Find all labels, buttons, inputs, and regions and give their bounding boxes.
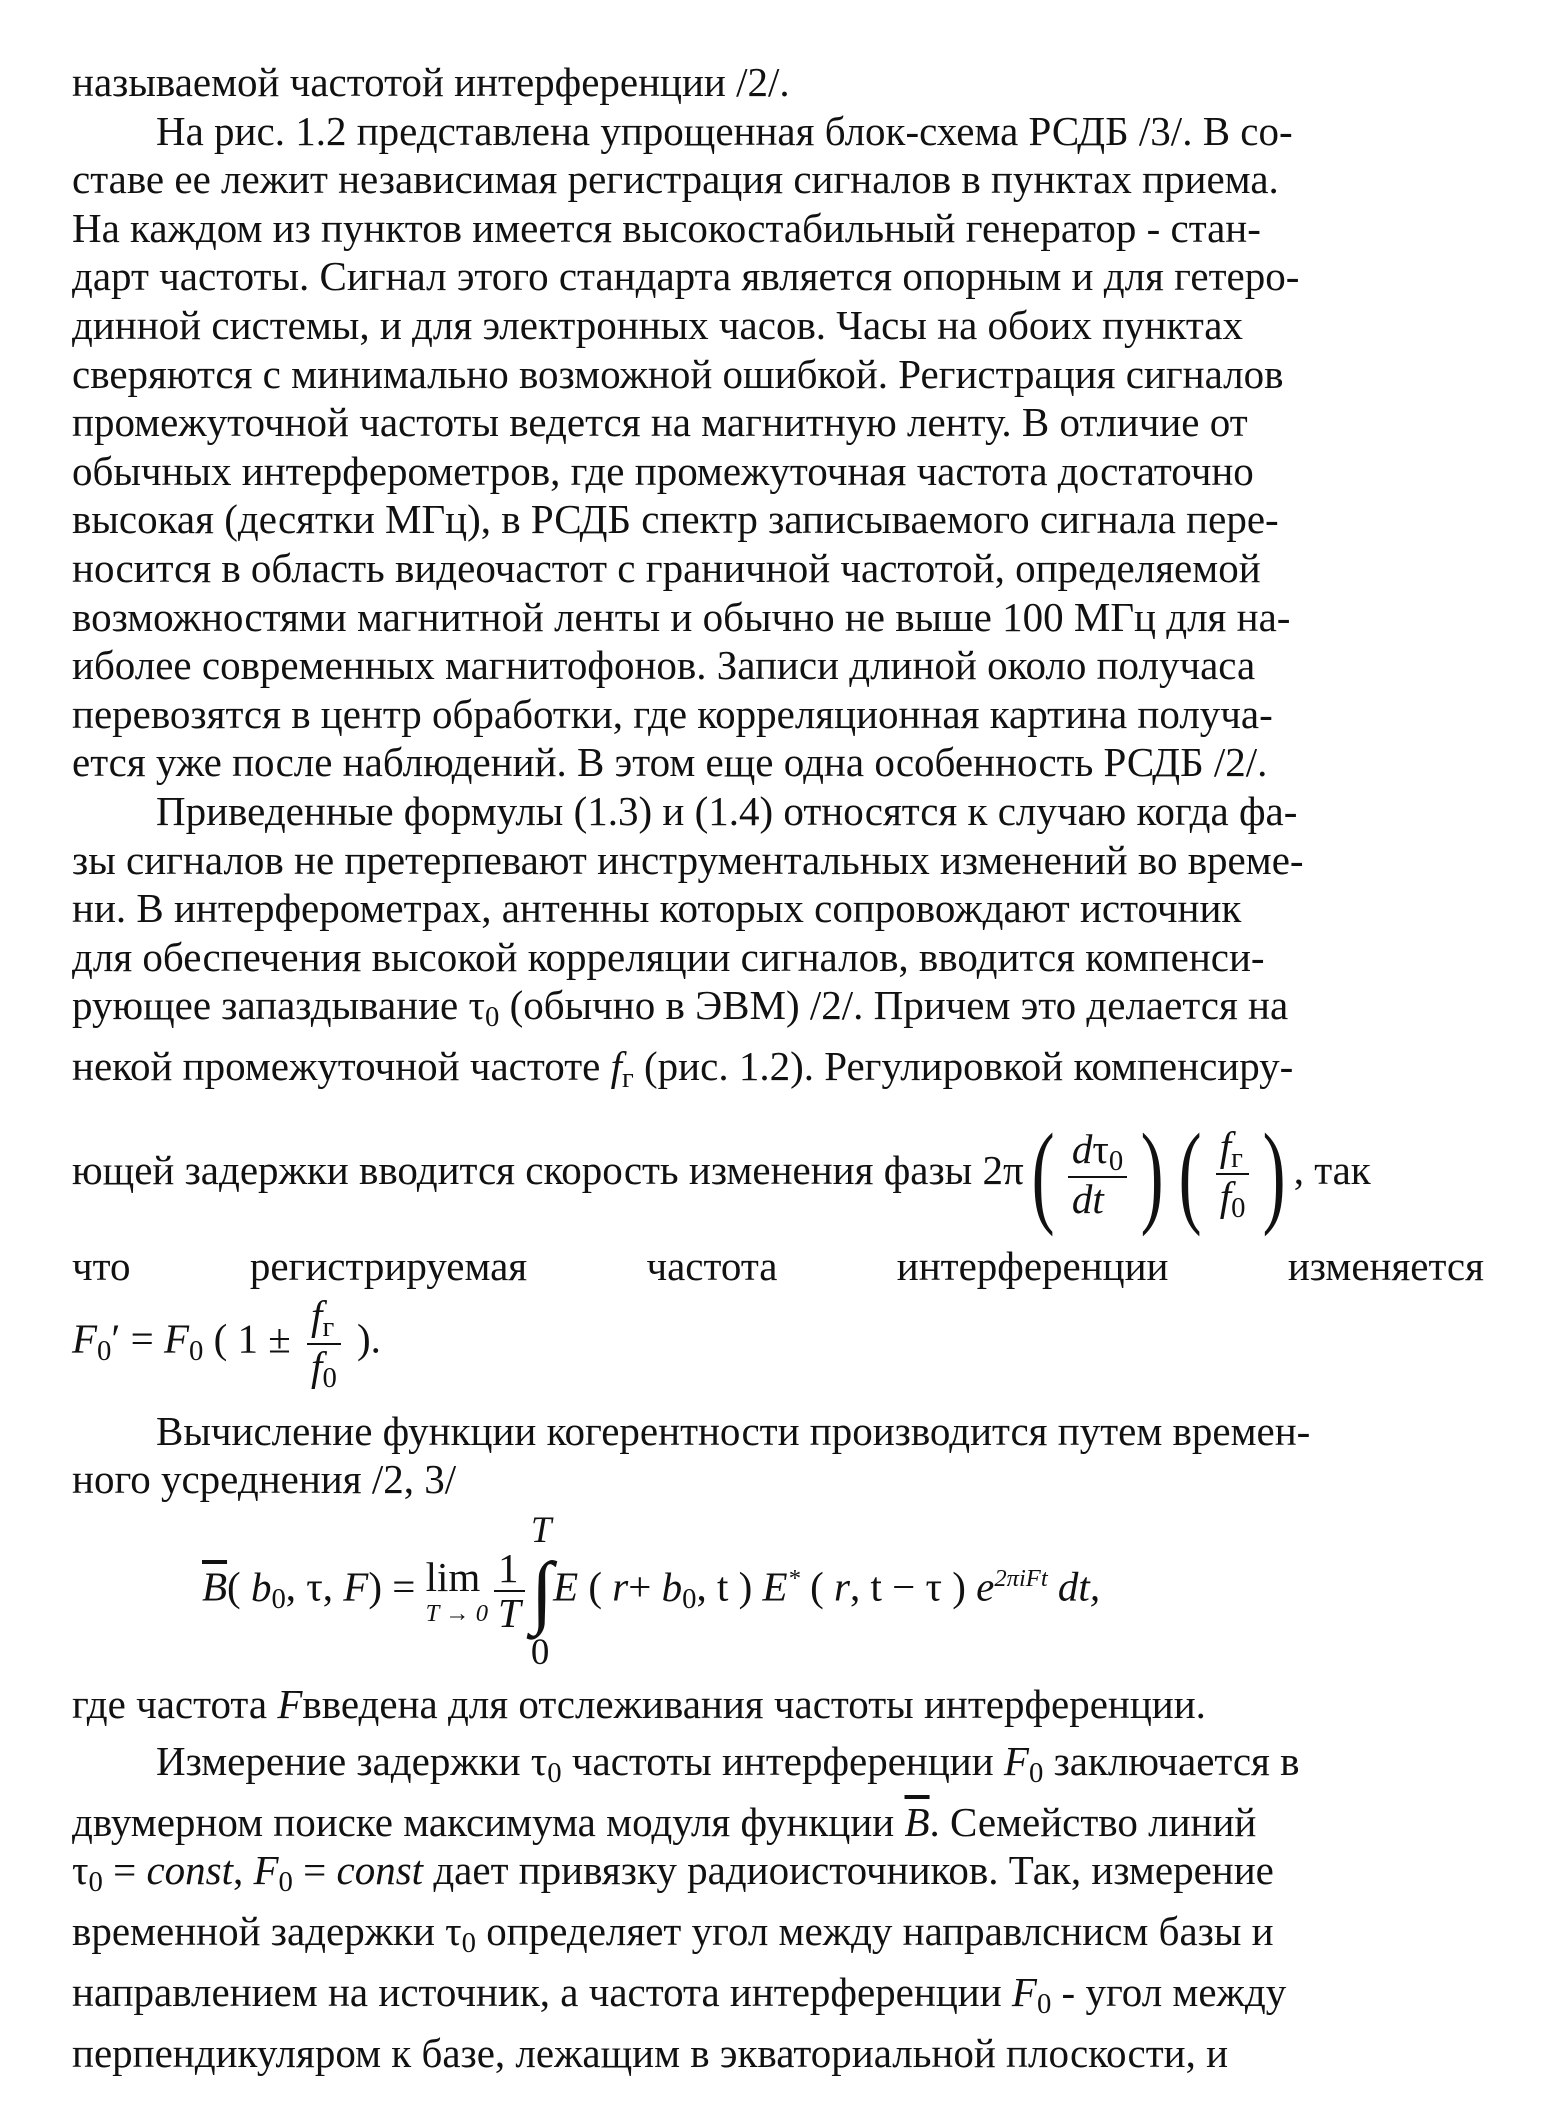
text-line: динной системы, и для электронных часов. Часы на обоих пунктах [72,301,1243,348]
text-line: зы сигналов не претерпевают инструментальных изменений во време- [72,836,1304,883]
limit-operator: lim T → 0 [425,1554,489,1628]
coherence-formula: $\overline{B}$( $b_0$, τ, F) = lim T → 0 $\frac{1}{T}$ T ∫ 0 E ( $r+ b_0$, t ) E* ( r, t − τ ) $e^{2\pi iFt}$ dt, [202,1508,1101,1672]
paragraph-2 [72,787,1484,1393]
integral-sign: T ∫ 0 [530,1508,554,1672]
paragraph-1 [72,107,1484,787]
fraction-fg-f0: $\frac{f_г}{f_0}$ [1216,1125,1250,1224]
text-line: называемой частотой интерференции /2/. [72,59,790,105]
fraction-fg-f0: $\frac{f_г}{f_0}$ [307,1294,341,1393]
paragraph-4 [72,1737,1484,2077]
text-line: носится в область видеочастот с граничной частотой, определяемой [72,544,1261,591]
text-line: На рис. 1.2 представлена упрощенная блок-схема РСДБ /3/. В со- [156,107,1293,154]
f-symbol: f [610,1043,622,1090]
text-line: высокая (десятки МГц), в РСДБ спектр записываемого сигнала пере- [72,496,1279,543]
fraction-1-T: $\frac{1}{T}$ [494,1547,525,1635]
formula-line: $F_0' = F_0$ ( 1 ± $\frac{f_г}{f_0}$ ). [72,1292,381,1394]
text-line: что регистрируемая частота интерференции изменяется [72,1242,1484,1289]
text-line: Измерение задержки $\tau_0$ частоты интерференции $F_0$ заключается в [156,1737,1300,1790]
text-line: иболее современных магнитофонов. Записи длиной около получаса [72,642,1256,689]
paragraph-0 [72,58,1484,107]
text-line: обычных интерферометров, где промежуточная частота достаточно [72,447,1254,494]
text-line: ного усреднения /2, 3/ [72,1456,457,1503]
document-page [72,58,1484,2077]
text-line: Приведенные формулы (1.3) и (1.4) относятся к случаю когда фа- [156,787,1298,834]
paragraph-3 [72,1407,1484,1729]
text-line: Вычисление функции когерентности производится путем времен- [156,1407,1311,1454]
text-line: некой промежуточной частоте $f_г$ (рис. 1.2). Регулировкой компенсиру- [72,1043,1294,1095]
tau-symbol: τ [468,982,485,1029]
text-line: временной задержки $\tau_0$ определяет угол между направлснисм базы и [72,1908,1274,1960]
text-line: перевозятся в центр обработки, где корреляционная картина получа- [72,690,1273,737]
text-line: $\tau_0$ = const, $F_0$ = const дает привязку радиоисточников. Так, измерение [72,1847,1274,1899]
text-line: ется уже после наблюдений. В этом еще одна особенность РСДБ /2/. [72,739,1268,786]
text-line: сверяются с минимально возможной ошибкой. Регистрация сигналов [72,350,1284,397]
text-line: где частота Fвведена для отслеживания частоты интерференции. [72,1681,1206,1728]
text-line: дарт частоты. Сигнал этого стандарта является опорным и для гетеро- [72,253,1300,300]
fraction-dtau-dt: $\frac{d\tau_0}{dt}$ [1068,1128,1127,1221]
formula-line: ющей задержки вводится скорость изменения фазы 2π( $\frac{d\tau_0}{dt}$ ) ( $\frac{f_г}{f_0}$ ) , так [72,1109,1371,1237]
text-line: рующее запаздывание $\tau_0$ (обычно в ЭВМ) /2/. Причем это делается на [72,982,1289,1034]
text-line: ставе ее лежит независимая регистрация сигналов в пунктах приема. [72,156,1279,203]
text-line: для обеспечения высокой корреляции сигналов, вводится компенси- [72,933,1265,980]
text-line: направлением на источник, а частота интерференции $F_0$ - угол между [72,1968,1287,2021]
vector-b0: $b_0$ [250,1563,286,1615]
text-line: возможностями магнитной ленты и обычно не выше 100 МГц для на- [72,593,1291,640]
text-line: промежуточной частоты ведется на магнитную ленту. В отличие от [72,399,1248,446]
text-line: двумерном поиске максимума модуля функции $\overline{B}$. Семейство линий [72,1798,1257,1845]
text-line: На каждом из пунктов имеется высокостабильный генератор - стан- [72,204,1261,251]
text-line: ни. В интерферометрах, антенны которых сопровождают источник [72,885,1242,932]
text-line: перпендикуляром к базе, лежащим в экваториальной плоскости, и [72,2029,1229,2076]
